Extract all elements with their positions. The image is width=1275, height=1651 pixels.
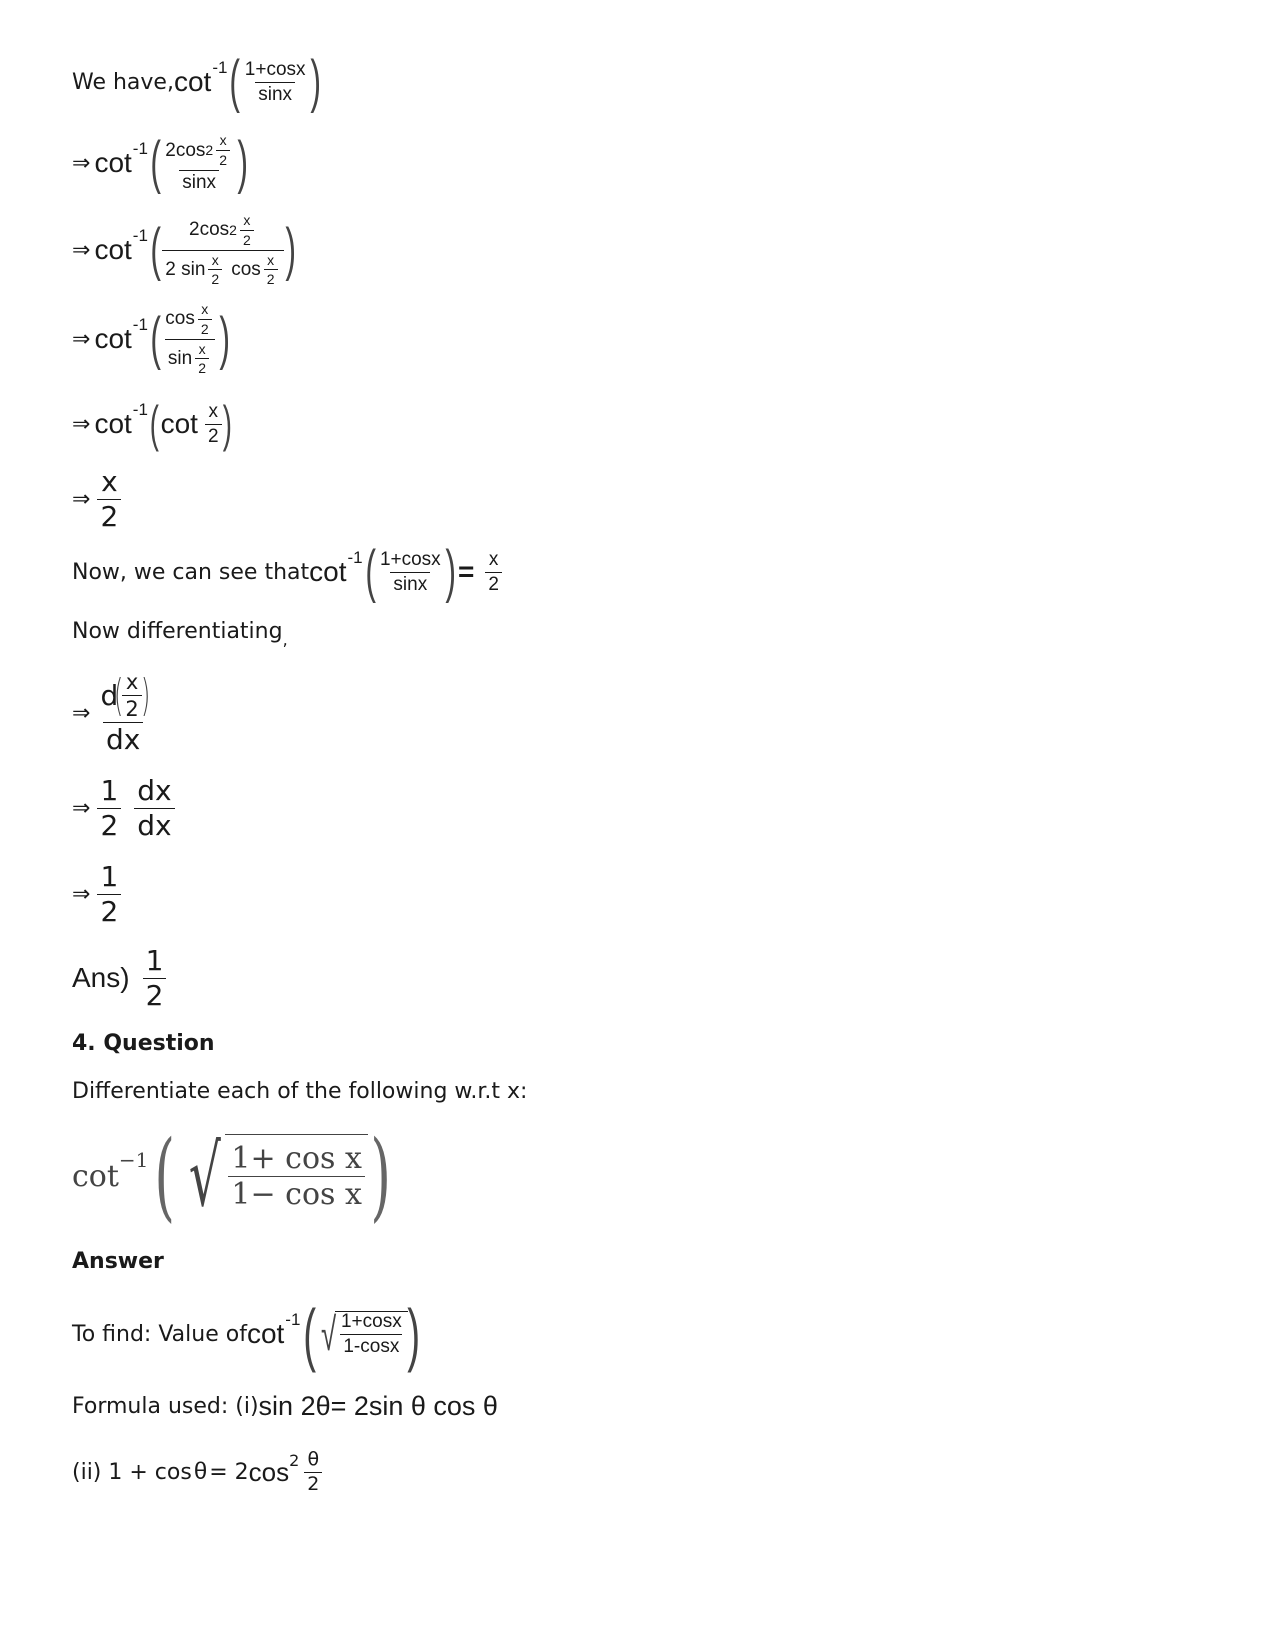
x: x bbox=[243, 212, 251, 229]
fraction bbox=[162, 133, 236, 192]
left-paren: ( bbox=[364, 539, 376, 604]
denominator: sinx bbox=[179, 170, 219, 193]
right-paren: ) bbox=[370, 1120, 391, 1232]
x: x bbox=[101, 465, 118, 499]
half-x bbox=[216, 133, 230, 167]
two: 2 bbox=[264, 269, 278, 287]
derivative-fraction bbox=[97, 669, 151, 757]
question-prompt-text: Differentiate each of the following w.r.t x: bbox=[72, 1078, 528, 1104]
right-paren: ) bbox=[309, 49, 321, 114]
half-fraction bbox=[143, 946, 167, 1010]
equals-sign: = bbox=[458, 556, 475, 587]
cot-label: cot bbox=[94, 408, 132, 439]
cos-term: 2cos bbox=[165, 139, 206, 161]
sin-term: sin bbox=[167, 347, 193, 369]
cos-term: cos bbox=[248, 1456, 290, 1487]
cot-label: cot bbox=[72, 1158, 119, 1194]
right-paren: ) bbox=[222, 396, 232, 452]
cot-expression bbox=[94, 302, 228, 376]
cot-expression bbox=[309, 539, 505, 604]
theta-symbol: θ bbox=[193, 1458, 208, 1485]
cot-expression bbox=[173, 49, 321, 114]
two: 2 bbox=[97, 808, 121, 840]
right-paren: ) bbox=[406, 1295, 420, 1373]
half-x bbox=[122, 671, 141, 720]
sin-term: 2 sin bbox=[165, 258, 206, 280]
half-x bbox=[240, 213, 254, 247]
two: 2 bbox=[205, 424, 222, 447]
question-heading bbox=[72, 1026, 215, 1060]
question-heading-text: 4. Question bbox=[72, 1030, 215, 1056]
one: 1 bbox=[100, 774, 119, 808]
inverse-superscript: -1 bbox=[212, 58, 228, 77]
line-formula-1 bbox=[72, 1388, 498, 1424]
cot-label: cot bbox=[309, 556, 347, 587]
two: 2 bbox=[208, 269, 222, 287]
inverse-superscript: -1 bbox=[132, 315, 148, 334]
x: x bbox=[201, 301, 209, 318]
cos-term: cos bbox=[231, 258, 261, 280]
x: x bbox=[488, 548, 499, 570]
square-root bbox=[178, 1127, 368, 1225]
right-paren: ) bbox=[445, 539, 456, 604]
denominator: sinx bbox=[390, 572, 430, 595]
half-x bbox=[264, 253, 278, 287]
right-paren: ) bbox=[284, 217, 296, 282]
question-prompt bbox=[72, 1074, 527, 1108]
to-find-text: To find: Value of bbox=[72, 1321, 247, 1347]
numerator bbox=[162, 302, 217, 338]
two: 2 bbox=[97, 499, 121, 531]
left-paren: ( bbox=[150, 306, 161, 371]
we-have-text: We have, bbox=[72, 69, 174, 95]
dx-numerator: dx bbox=[137, 774, 172, 808]
dx-denominator: dx bbox=[134, 808, 174, 840]
denominator: dx bbox=[103, 722, 143, 754]
fraction bbox=[338, 1312, 405, 1357]
line-now-see bbox=[72, 539, 505, 604]
half-theta bbox=[304, 1447, 322, 1495]
half-x bbox=[97, 467, 121, 531]
x: x bbox=[208, 400, 218, 422]
half-x bbox=[208, 253, 222, 287]
half-fraction bbox=[97, 776, 121, 840]
line-answer-result bbox=[72, 944, 169, 1012]
implies-arrow: ⇒ bbox=[72, 237, 91, 263]
left-paren: ( bbox=[114, 669, 124, 721]
denominator: sinx bbox=[255, 82, 295, 105]
left-paren: ( bbox=[154, 1120, 176, 1232]
square: 2 bbox=[205, 142, 214, 159]
ans-label: Ans) bbox=[72, 962, 130, 993]
comma: , bbox=[282, 629, 288, 649]
inverse-superscript: −1 bbox=[118, 1148, 149, 1172]
answer-heading-text: Answer bbox=[72, 1248, 164, 1274]
implies-arrow: ⇒ bbox=[72, 700, 91, 726]
radical-sign: √ bbox=[188, 1127, 221, 1225]
half-x bbox=[195, 342, 209, 376]
numerator bbox=[186, 213, 260, 249]
cot-expression bbox=[94, 212, 296, 288]
two: 2 bbox=[240, 230, 254, 248]
two: 2 bbox=[485, 572, 502, 595]
cos-term: cos bbox=[165, 308, 195, 330]
numerator: 1+cosx bbox=[244, 58, 306, 80]
square: 2 bbox=[229, 221, 237, 238]
two: 2 bbox=[97, 894, 121, 926]
cot-expression bbox=[94, 130, 248, 195]
numerator: 1+cosx bbox=[379, 548, 441, 570]
left-paren: ( bbox=[150, 217, 161, 282]
one: 1 bbox=[100, 860, 119, 894]
numerator bbox=[97, 671, 149, 722]
square: 2 bbox=[289, 1450, 300, 1470]
fraction bbox=[162, 213, 283, 287]
x: x bbox=[125, 670, 139, 695]
numerator bbox=[162, 133, 236, 169]
line-step-2 bbox=[72, 130, 248, 195]
cot-label: cot bbox=[173, 66, 212, 97]
x: x bbox=[198, 340, 206, 357]
cot-label: cot bbox=[94, 323, 132, 354]
one: 1 bbox=[145, 944, 164, 978]
x: x bbox=[267, 251, 275, 268]
line-we-have bbox=[72, 49, 321, 114]
fraction bbox=[242, 60, 309, 105]
inverse-superscript: -1 bbox=[347, 548, 363, 567]
formula-2-prefix: (ii) 1 + cos bbox=[72, 1459, 192, 1485]
line-formula-2 bbox=[72, 1444, 325, 1500]
line-to-find bbox=[72, 1296, 419, 1372]
inverse-superscript: -1 bbox=[132, 226, 148, 245]
cot-expression bbox=[246, 1295, 420, 1373]
inverse-superscript: -1 bbox=[132, 400, 148, 419]
implies-arrow: ⇒ bbox=[72, 150, 91, 176]
half-x bbox=[485, 550, 502, 595]
implies-arrow: ⇒ bbox=[72, 326, 91, 352]
left-paren: ( bbox=[303, 1295, 317, 1373]
fraction bbox=[377, 550, 444, 595]
left-paren: ( bbox=[150, 130, 161, 195]
left-paren: ( bbox=[229, 49, 241, 114]
answer-heading bbox=[72, 1244, 164, 1278]
line-step-11 bbox=[72, 860, 124, 928]
line-step-10 bbox=[72, 772, 178, 844]
square-root bbox=[316, 1308, 408, 1360]
radical-sign: √ bbox=[320, 1308, 336, 1360]
cos-term: 2cos bbox=[189, 219, 230, 241]
line-step-9 bbox=[72, 668, 152, 758]
two: 2 bbox=[304, 1472, 322, 1495]
line-now-differentiating bbox=[72, 614, 288, 648]
line-step-6 bbox=[72, 465, 124, 533]
right-paren: ) bbox=[218, 306, 230, 371]
line-step-3 bbox=[72, 212, 296, 288]
numerator: 1+ cos x bbox=[231, 1140, 362, 1176]
dx-fraction bbox=[134, 776, 174, 840]
cot-label: cot bbox=[94, 234, 132, 265]
formula-used-text: Formula used: (i) bbox=[72, 1393, 259, 1419]
cot-label: cot bbox=[94, 147, 132, 178]
fraction bbox=[162, 302, 217, 376]
theta: θ bbox=[307, 1447, 320, 1470]
x: x bbox=[211, 251, 219, 268]
half-x bbox=[205, 402, 222, 447]
two: 2 bbox=[198, 319, 212, 337]
two: 2 bbox=[143, 978, 167, 1010]
x: x bbox=[219, 132, 227, 149]
two: 2 bbox=[216, 150, 230, 168]
right-paren: ) bbox=[237, 130, 248, 195]
implies-arrow: ⇒ bbox=[72, 486, 91, 512]
now-differentiating-text: Now differentiating bbox=[72, 618, 283, 644]
numerator: 1+cosx bbox=[340, 1311, 402, 1333]
half-fraction bbox=[97, 862, 121, 926]
denominator bbox=[165, 339, 215, 376]
two: 2 bbox=[195, 358, 209, 376]
formula-1-expression: sin 2θ= 2sin θ cos θ bbox=[258, 1390, 498, 1421]
radicand bbox=[335, 1311, 408, 1357]
line-step-4 bbox=[72, 301, 230, 377]
denominator: 1− cos x bbox=[228, 1176, 364, 1211]
denominator bbox=[162, 250, 283, 287]
denominator: 1-cosx bbox=[340, 1334, 402, 1357]
d-operator: d bbox=[100, 679, 119, 713]
implies-arrow: ⇒ bbox=[72, 795, 91, 821]
line-step-5 bbox=[72, 396, 232, 452]
inverse-superscript: -1 bbox=[132, 139, 148, 158]
cot-label: cot bbox=[246, 1318, 285, 1349]
half-x bbox=[198, 302, 212, 336]
cot-expression bbox=[94, 396, 232, 452]
question-expression bbox=[72, 1120, 393, 1232]
right-paren: ) bbox=[140, 669, 151, 721]
inner-cot: cot bbox=[160, 408, 198, 439]
radicand bbox=[225, 1134, 367, 1218]
formula-2-equals: = 2 bbox=[209, 1459, 249, 1485]
fraction bbox=[228, 1140, 364, 1212]
implies-arrow: ⇒ bbox=[72, 411, 91, 437]
cot-inverse-sqrt-expression bbox=[72, 1120, 393, 1232]
left-paren: ( bbox=[149, 396, 159, 452]
two: 2 bbox=[122, 695, 141, 720]
implies-arrow: ⇒ bbox=[72, 881, 91, 907]
now-see-text: Now, we can see that bbox=[72, 559, 310, 585]
inverse-superscript: -1 bbox=[285, 1310, 301, 1329]
